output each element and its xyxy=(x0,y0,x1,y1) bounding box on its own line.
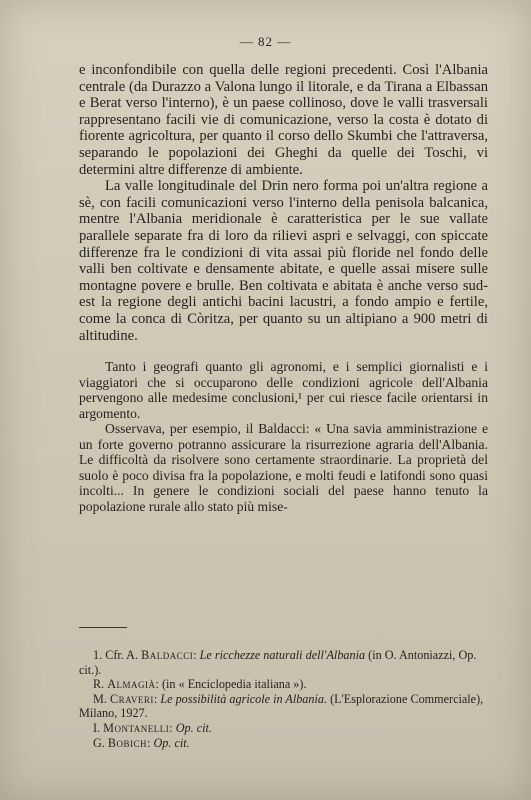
paragraph-4: Osservava, per esempio, il Baldacci: « Una savia amministrazione e un forte governo potranno assicurare la risurrezione agraria dell'Albania. Le difficoltà da risolvere sono certamente straordinarie. La proprietà del suolo è poco divisa fra la popolazione, e molti feudi e latifondi sono quasi incolti... In genere le condizioni sociali del paese hanno tenuto la popolazione rurale allo stato più mise- xyxy=(79,421,488,514)
footnote-prefix: 1. Cfr. A. xyxy=(93,648,142,662)
footnote-sep: : xyxy=(169,720,176,735)
footnote-prefix: M. xyxy=(93,691,110,706)
footnote-author: Almagià xyxy=(107,677,156,692)
footnote-author: Craveri xyxy=(109,691,154,706)
paragraph-3: Tanto i geografi quanto gli agronomi, e i semplici giornalisti e i viaggiatori che si occuparono delle condizioni agricole dell'Albania pervengono alle medesime conclusioni,¹ per cui riesce facile orientarsi in argomento. xyxy=(79,359,488,421)
body-text xyxy=(79,62,488,514)
paragraph-2: La valle longitudinale del Drin nero forma poi un'altra regione a sè, con facili comunicazioni verso l'interno della penisola balcanica, mentre l'Albania meridionale è caratteristica per le sue vallate parallele separate fra di loro da rilievi aspri e selvaggi, con spiccate differenze fra le condizioni di vita assai più floride nel fondo delle valli ben coltivate e densamente abitate, e quelle assai misere sulle montagne povere e brulle. Ben coltivata e abitata è anche verso sud-est la regione degli antichi bacini lacustri, a fondo ampio e fertile, come la conca di Còritza, per quanto su un altipiano a 900 metri di altitudine. xyxy=(79,178,488,344)
footnote-title: Le ricchezze naturali dell'Albania xyxy=(199,648,366,662)
footnote-author: Baldacci xyxy=(141,648,194,662)
footnote-sep: : xyxy=(147,735,154,750)
footnote-title: Op. cit. xyxy=(175,720,212,735)
footnote-title: Le possibilità agricole in Albania. xyxy=(160,691,328,706)
paragraph-1: e inconfondibile con quella delle regioni precedenti. Così l'Albania centrale (da Durazzo a Valona lungo il litorale, e da Tirana a Elbassan e Berat verso l'interno), è un paese collinoso, dove le valli trasversali rappresentano facili vie di comunicazione, verso la costa è dotato di fiorente agricoltura, per quanto il corso dello Skumbi che l'attraversa, separando le popolazioni dei Gheghi da quelle dei Toschi, vi determini altre differenze di ambiente. xyxy=(79,62,488,178)
footnote-title: Op. cit. xyxy=(153,735,190,750)
footnote-3 xyxy=(79,692,488,721)
footnote-source: (in O. Antoniazzi, Op. cit.). xyxy=(79,648,477,677)
footnote-rule xyxy=(79,627,127,628)
footnote-source: (in « Enciclopedia italiana »). xyxy=(161,677,307,692)
footnote-sep: : xyxy=(153,691,161,706)
footnote-prefix: G. xyxy=(93,735,108,750)
page-number: — 82 — xyxy=(239,34,292,49)
footnote-1 xyxy=(79,648,488,677)
footnote-sep: : xyxy=(193,648,200,662)
footnote-prefix: I. xyxy=(93,720,104,735)
paragraph-spacer xyxy=(79,344,488,359)
footnote-5 xyxy=(79,736,488,751)
footnote-author: Montanelli xyxy=(103,720,170,735)
footnote-sep: : xyxy=(155,677,162,692)
footnote-4 xyxy=(79,721,488,736)
footnotes xyxy=(79,648,488,750)
footnote-2 xyxy=(79,677,488,692)
footnote-author: Bobich xyxy=(107,735,148,750)
footnote-prefix: R. xyxy=(93,677,108,692)
footnote-source: (L'Esplorazione Commerciale), Milano, 1927. xyxy=(79,691,484,721)
